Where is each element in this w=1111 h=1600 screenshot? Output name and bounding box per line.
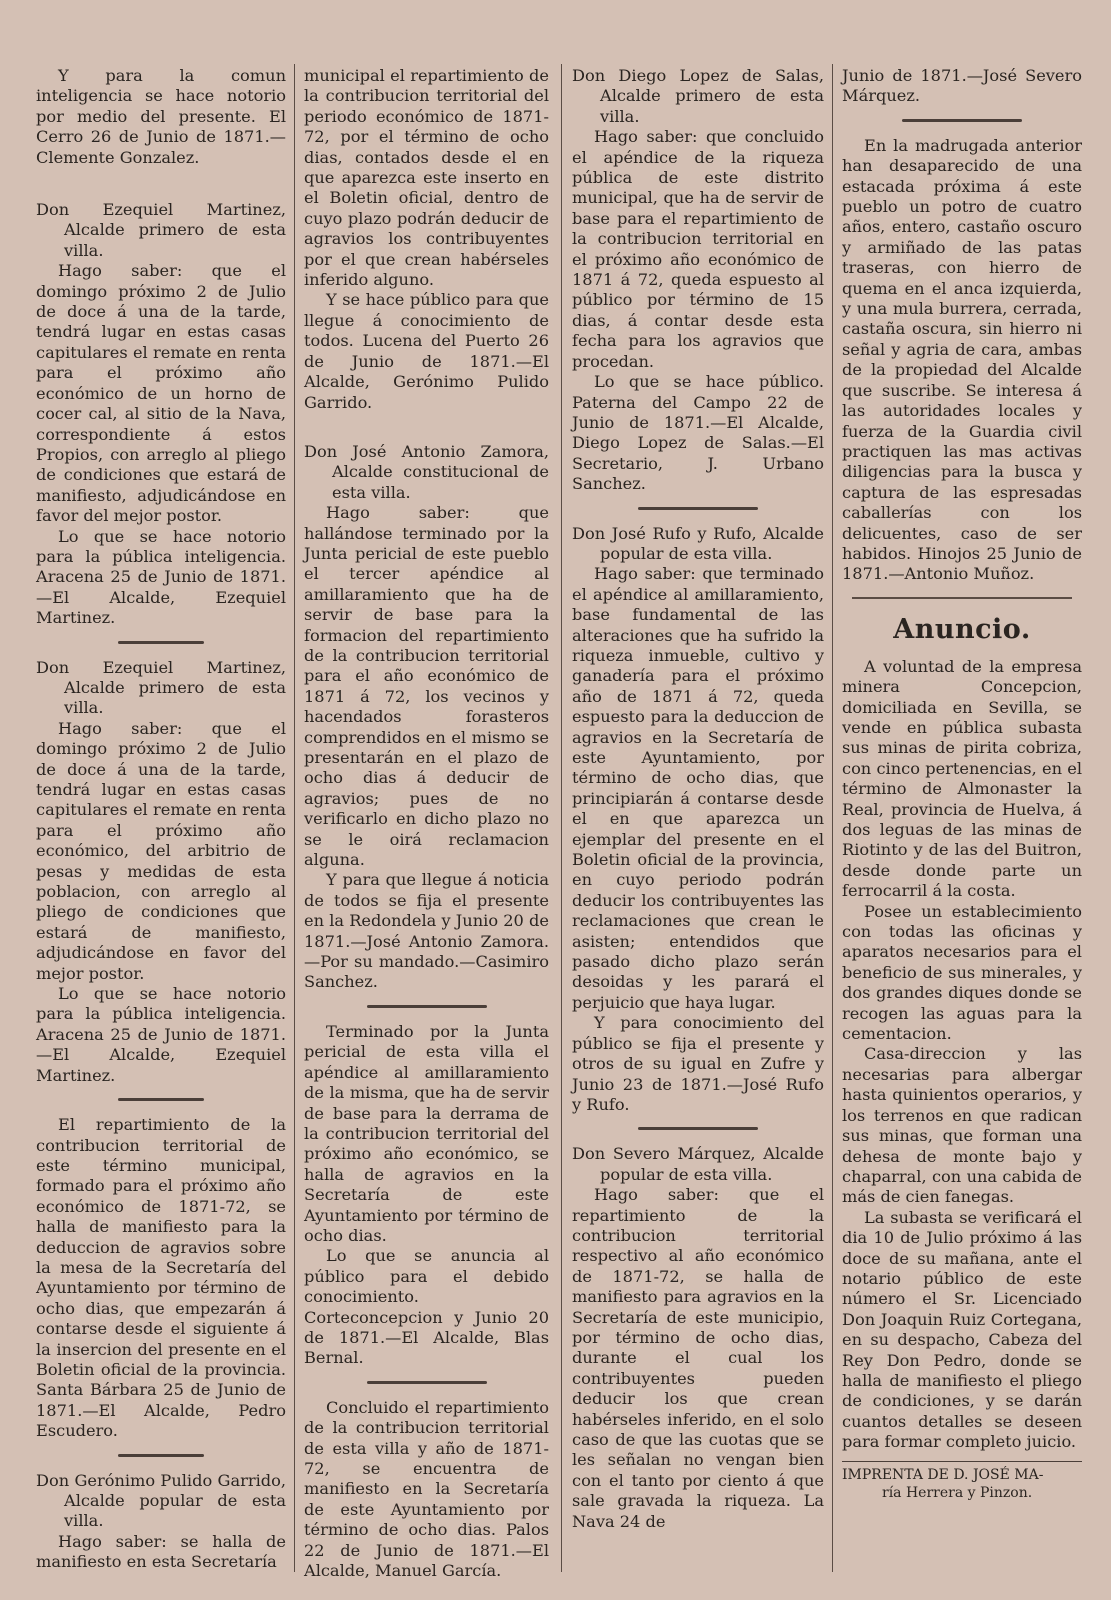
paragraph: Y para conocimiento del público se fija el presente y otros de su igual en Zufre y Junio 23 de 1871.—José Rufo y Rufo. — [572, 1013, 824, 1114]
paragraph: En la madrugada anterior han desaparecido de una estacada próxima á este pueblo un potro de cuatro años, entero, castaño oscuro y armiñado de las patas traseras, con hierro de quema en el anca izquierda, y una mula burrera, cerrada, castaña oscura, sin hierro ni señal y agria de cara, ambas de la propiedad del Alcalde que suscribe. Se interesa á las autoridades locales y fuerza de la Guardia civil practiquen las mas activas diligencias para la busca y captura de las espresadas caballerías con los delicuentes, caso de ser habidos. Hinojos 25 Junio de 1871.—Antonio Muñoz. — [842, 135, 1082, 584]
paragraph: municipal el repartimiento de la contribucion territorial del periodo económico de 1871-72, por el término de ocho dias, contados desde el en que aparezca este inserto en el Boletin oficial, dentro de cuyo plazo podrán deducir de agravios los contribuyentes por el que crean habérseles inferido alguno. — [304, 66, 549, 290]
notice-heading: Don Diego Lopez de Salas, Alcalde primero de esta villa. — [572, 66, 824, 126]
paragraph: Lo que se anuncia al público para el debido conocimiento. Corteconcepcion y Junio 20 de 1871.—El Alcalde, Blas Bernal. — [304, 1246, 549, 1368]
paragraph: Lo que se hace notorio para la pública inteligencia. Aracena 25 de Junio de 1871. —El Alcalde, Ezequiel Martinez. — [36, 984, 286, 1085]
notice-heading: Don José Rufo y Rufo, Alcalde popular de esta villa. — [572, 523, 824, 563]
paragraph: Y para la comun inteligencia se hace notorio por medio del presente. El Cerro 26 de Junio de 1871.—Clemente Gonzalez. — [36, 66, 286, 167]
column-divider — [561, 64, 562, 1572]
paragraph: Lo que se hace notorio para la pública inteligencia. Aracena 25 de Junio de 1871. —El Alcalde, Ezequiel Martinez. — [36, 526, 286, 628]
spacer — [118, 180, 204, 186]
notice-heading: Don Severo Márquez, Alcalde popular de esta villa. — [572, 1144, 824, 1184]
paragraph: Posee un establecimiento con todas las oficinas y aparatos necesarios para el beneficio de sus minerales, y dos grandes diques donde se recogen las aguas para la cementacion. — [842, 901, 1082, 1044]
paragraph: Hago saber: se halla de manifiesto en esta Secretaría — [36, 1531, 286, 1572]
notice-heading: Don José Antonio Zamora, Alcalde constitucional de esta villa. — [304, 441, 549, 502]
separator-rule — [118, 1454, 204, 1457]
separator-rule — [118, 641, 204, 644]
printer-imprint — [842, 1461, 1082, 1502]
notice-heading: Don Ezequiel Martinez, Alcalde primero de esta villa. — [36, 657, 286, 718]
imprint-line: IMPRENTA DE D. JOSÉ MA- — [842, 1466, 1044, 1483]
paragraph: A voluntad de la empresa minera Concepcion, domiciliada en Sevilla, se vende en pública subasta sus minas de pirita cobriza, con cinco pertenencias, en el término de Almonaster la Real, provincia de Huelva, á dos leguas de las minas de Riotinto y de las del Buitron, desde donde parte un ferrocarril á la costa. — [842, 656, 1082, 901]
column-3 — [572, 66, 824, 1532]
separator-rule — [367, 1005, 487, 1008]
paragraph: Y para que llegue á noticia de todos se fija el presente en la Redondela y Junio 20 de 1871.—José Antonio Zamora.—Por su mandado.—Casimiro Sanchez. — [304, 870, 549, 992]
paragraph: Hago saber: que hallándose terminado por la Junta pericial de este pueblo el tercer apéndice al amillaramiento que ha de servir de base para la formacion del repartimiento de la contribucion territorial para el año económico de 1871 á 72, los vecinos y hacendados forasteros comprendidos en el mismo se presentarán en el plazo de ocho dias á deducir de agravios; pues de no verificarlo en dicho plazo no se le oirá reclamacion alguna. — [304, 503, 549, 870]
paragraph: Casa-direccion y las necesarias para albergar hasta quinientos operarios, y los terrenos en que radican sus minas, que forman una dehesa de monte bajo y chaparral, con una cabida de más de cien fanegas. — [842, 1044, 1082, 1207]
paragraph: El repartimiento de la contribucion territorial de este término municipal, formado para el próximo año económico de 1871-72, se halla de manifiesto para la deduccion de agravios sobre la mesa de la Secretaría del Ayuntamiento por término de ocho dias, que empezarán á contarse desde el siguiente á la insercion del presente en el Boletin oficial de la provincia. Santa Bárbara 25 de Junio de 1871.—El Alcalde, Pedro Escudero. — [36, 1115, 286, 1441]
column-divider — [832, 64, 833, 1572]
paragraph: Hago saber: que terminado el apéndice al amillaramiento, base fundamental de las alteraciones que ha sufrido la riqueza inmueble, cultivo y ganadería para el próximo año de 1871 á 72, queda espuesto para la deduccion de agravios en la Secretaría de este Ayuntamiento, por término de ocho dias, que principiarán á contarse desde el en que aparezca un ejemplar del presente en el Boletin oficial de la provincia, en cuyo periodo podrán deducir los contribuyentes las reclamaciones que crean le asisten; entendidos que pasado dicho plazo serán desoidas y les parará el perjuicio que haya lugar. — [572, 564, 824, 1012]
column-divider — [294, 64, 295, 1572]
separator-rule — [367, 1381, 487, 1384]
separator-rule — [638, 1127, 758, 1130]
imprint-line: ría Herrera y Pinzon. — [882, 1484, 1033, 1501]
notice-heading: Don Ezequiel Martinez, Alcalde primero de esta villa. — [36, 200, 286, 260]
paragraph: La subasta se verificará el dia 10 de Julio próximo á las doce de su mañana, ante el notario público de este número el Sr. Licenciado Don Joaquin Ruiz Cortegana, en su despacho, Cabeza del Rey Don Pedro, donde se halla de manifiesto el pliego de condiciones, y se darán cuantos detalles se deseen para formar completo juicio. — [842, 1207, 1082, 1452]
paragraph: Junio de 1871.—José Severo Márquez. — [842, 66, 1082, 106]
column-1 — [36, 66, 286, 1573]
paragraph: Concluido el repartimiento de la contribucion territorial de esta villa y año de 1871-72, se encuentra de manifiesto en la Secretaría de este Ayuntamiento por término de ocho dias. Palos 22 de Junio de 1871.—El Alcalde, Manuel García. — [304, 1397, 549, 1581]
paragraph: Hago saber: que el repartimiento de la contribucion territorial respectivo al año económico de 1871-72, se halla de manifiesto para agravios en la Secretaría de este municipio, por término de ocho dias, durante el cual los contribuyentes pueden deducir los que crean habérseles inferido, en el solo caso de que las cuotas que se les señalan no vengan bien con el tanto por ciento á que sale gravada la riqueza. La Nava 24 de — [572, 1185, 824, 1531]
paragraph: Lo que se hace público. Paterna del Campo 22 de Junio de 1871.—El Alcalde, Diego Lopez de Salas.—El Secretario, J. Urbano Sanchez. — [572, 372, 824, 494]
paragraph: Y se hace público para que llegue á conocimiento de todos. Lucena del Puerto 26 de Junio de 1871.—El Alcalde, Gerónimo Pulido Garrido. — [304, 290, 549, 412]
column-4 — [842, 66, 1082, 1502]
paragraph: Hago saber: que el domingo próximo 2 de Julio de doce á una de la tarde, tendrá lugar en estas casas capitulares el remate en renta para el próximo año económico de un horno de cocer cal, al sitio de la Nava, correspondiente á estos Propios, con arreglo al pliego de condiciones que estará de manifiesto, adjudicándose en favor del mejor postor. — [36, 261, 286, 526]
paragraph: Terminado por la Junta pericial de esta villa el apéndice al amillaramiento de la misma, que ha de servir de base para la derrama de la contribucion territorial del próximo año económico, se halla de agravios en la Secretaría de este Ayuntamiento por término de ocho dias. — [304, 1021, 549, 1245]
spacer — [384, 425, 470, 428]
notice-heading: Don Gerónimo Pulido Garrido, Alcalde popular de esta villa. — [36, 1470, 286, 1531]
separator-rule — [902, 119, 1022, 122]
column-2 — [304, 66, 549, 1581]
announcement-heading: Anuncio. — [893, 613, 1031, 645]
paragraph: Hago saber: que el domingo próximo 2 de Julio de doce á una de la tarde, tendrá lugar en estas casas capitulares el remate en renta para el próximo año económico, del arbitrio de pesas y medidas de esta poblacion, con arreglo al pliego de condiciones que estará de manifiesto, adjudicándose en favor del mejor postor. — [36, 718, 286, 983]
paragraph: Hago saber: que concluido el apéndice de la riqueza pública de este distrito municipal, que ha de servir de base para el repartimiento de la contribucion territorial en el próximo año económico de 1871 á 72, queda espuesto al público por término de 15 dias, á contar desde esta fecha para los agravios que procedan. — [572, 127, 824, 371]
separator-rule — [638, 507, 758, 510]
section-rule — [852, 597, 1072, 599]
separator-rule — [118, 1098, 204, 1101]
